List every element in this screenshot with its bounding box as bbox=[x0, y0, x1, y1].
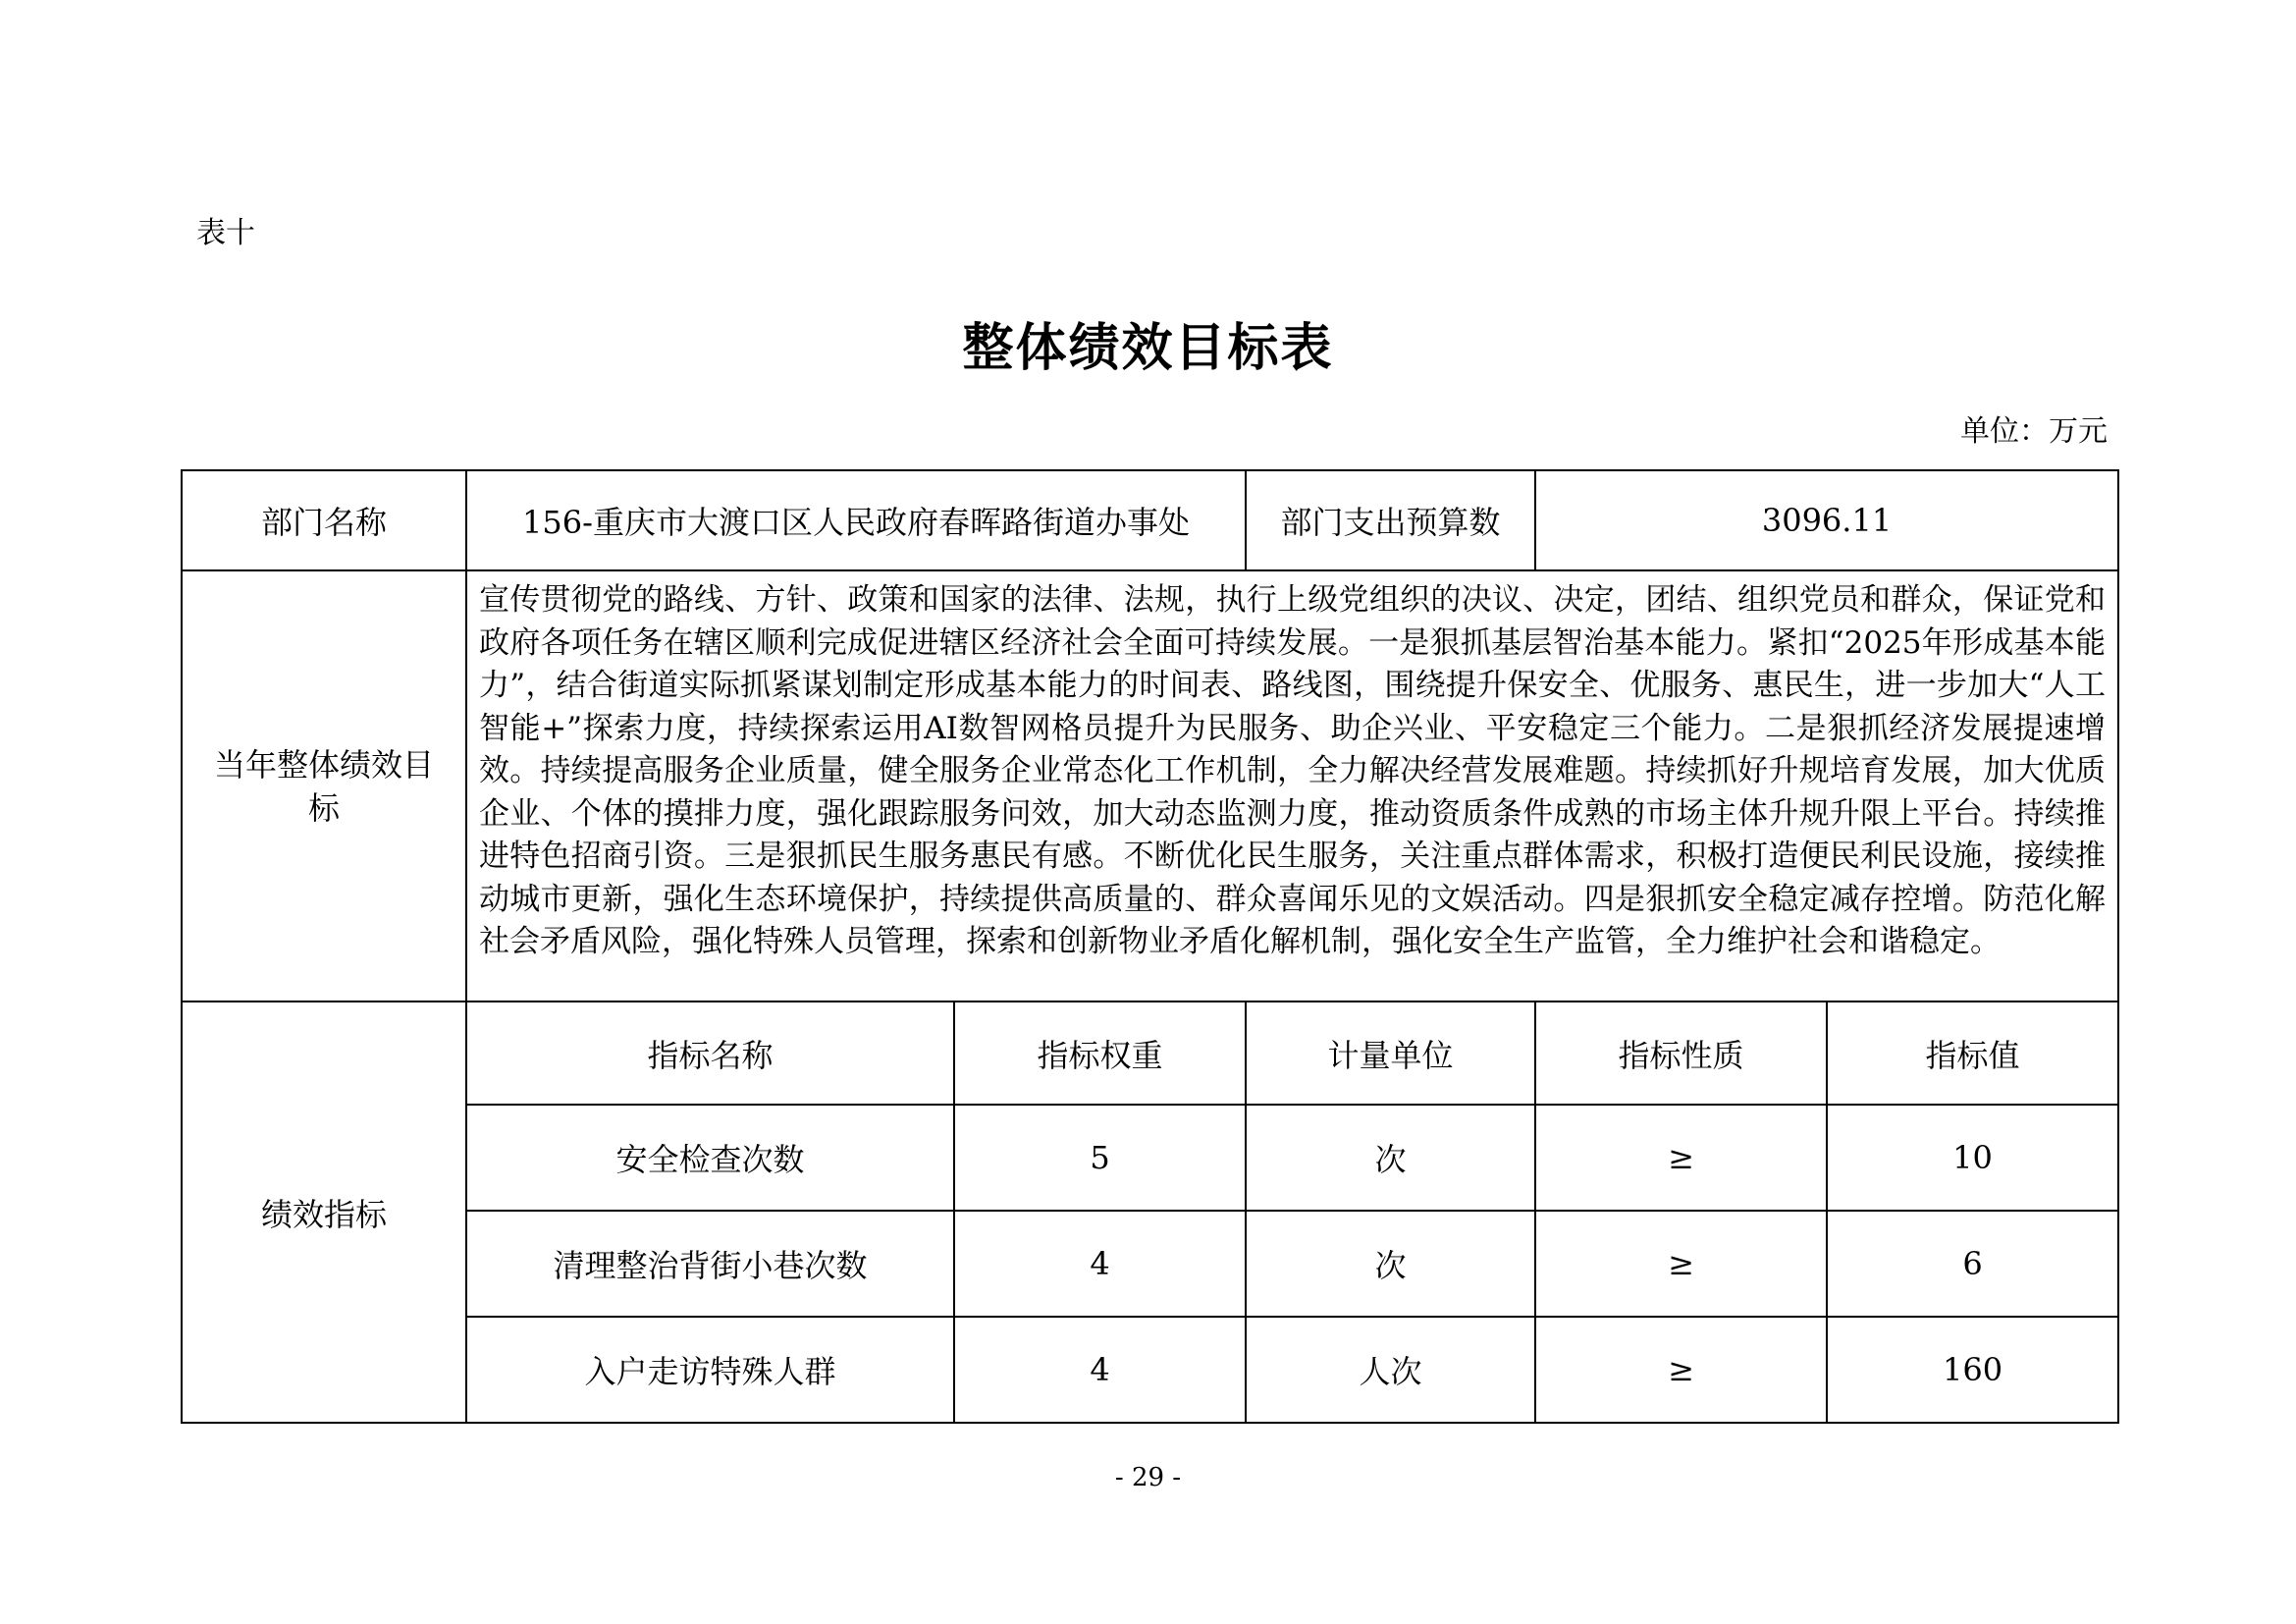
header-unit: 计量单位 bbox=[1246, 1001, 1535, 1105]
indicator-name: 清理整治背街小巷次数 bbox=[466, 1211, 954, 1317]
indicator-nature: ≥ bbox=[1535, 1211, 1827, 1317]
indicator-name: 安全检查次数 bbox=[466, 1105, 954, 1211]
indicator-label: 绩效指标 bbox=[182, 1001, 466, 1423]
indicator-value: 160 bbox=[1827, 1317, 2118, 1423]
indicator-nature: ≥ bbox=[1535, 1317, 1827, 1423]
indicator-name: 入户走访特殊人群 bbox=[466, 1317, 954, 1423]
dept-name-value: 156-重庆市大渡口区人民政府春晖路街道办事处 bbox=[466, 470, 1246, 570]
indicator-weight: 5 bbox=[954, 1105, 1246, 1211]
goal-text: 宣传贯彻党的路线、方针、政策和国家的法律、法规，执行上级党组织的决议、决定，团结、组织党员和群众，保证党和政府各项任务在辖区顺利完成促进辖区经济社会全面可持续发展。一是狠抓基层智治基本能力。紧扣“2025年形成基本能力”，结合街道实际抓紧谋划制定形成基本能力的时间表、路线图，围绕提升保安全、优服务、惠民生，进一步加大“人工智能+”探索力度，持续探索运用AI数智网格员提升为民服务、助企兴业、平安稳定三个能力。二是狠抓经济发展提速增效。持续提高服务企业质量，健全服务企业常态化工作机制，全力解决经营发展难题。持续抓好升规培育发展，加大优质企业、个体的摸排力度，强化跟踪服务问效，加大动态监测力度，推动资质条件成熟的市场主体升规升限上平台。持续推进特色招商引资。三是狠抓民生服务惠民有感。不断优化民生服务，关注重点群体需求，积极打造便民利民设施，接续推动城市更新，强化生态环境保护，持续提供高质量的、群众喜闻乐见的文娱活动。四是狠抓安全稳定减存控增。防范化解社会矛盾风险，强化特殊人员管理，探索和创新物业矛盾化解机制，强化安全生产监管，全力维护社会和谐稳定。 bbox=[466, 570, 2118, 1001]
indicator-value: 10 bbox=[1827, 1105, 2118, 1211]
page-number: - 29 - bbox=[1114, 1463, 1182, 1492]
page-title: 整体绩效目标表 bbox=[962, 319, 1334, 378]
indicator-unit: 人次 bbox=[1246, 1317, 1535, 1423]
indicator-value: 6 bbox=[1827, 1211, 2118, 1317]
indicator-weight: 4 bbox=[954, 1211, 1246, 1317]
unit-label: 单位：万元 bbox=[1960, 414, 2108, 449]
budget-label: 部门支出预算数 bbox=[1246, 470, 1535, 570]
table-row bbox=[182, 1211, 2118, 1317]
header-indicator-name: 指标名称 bbox=[466, 1001, 954, 1105]
performance-goal-table bbox=[181, 469, 2119, 1424]
header-nature: 指标性质 bbox=[1535, 1001, 1827, 1105]
table-row bbox=[182, 1105, 2118, 1211]
table-row bbox=[182, 1317, 2118, 1423]
header-weight: 指标权重 bbox=[954, 1001, 1246, 1105]
table-label: 表十 bbox=[196, 216, 255, 250]
indicator-unit: 次 bbox=[1246, 1211, 1535, 1317]
dept-name-label: 部门名称 bbox=[182, 470, 466, 570]
dept-row bbox=[182, 470, 2118, 570]
indicator-nature: ≥ bbox=[1535, 1105, 1827, 1211]
indicator-header-row bbox=[182, 1001, 2118, 1105]
goal-row bbox=[182, 570, 2118, 1001]
indicator-unit: 次 bbox=[1246, 1105, 1535, 1211]
header-value: 指标值 bbox=[1827, 1001, 2118, 1105]
indicator-weight: 4 bbox=[954, 1317, 1246, 1423]
goal-label: 当年整体绩效目标 bbox=[182, 570, 466, 1001]
budget-value: 3096.11 bbox=[1535, 470, 2118, 570]
